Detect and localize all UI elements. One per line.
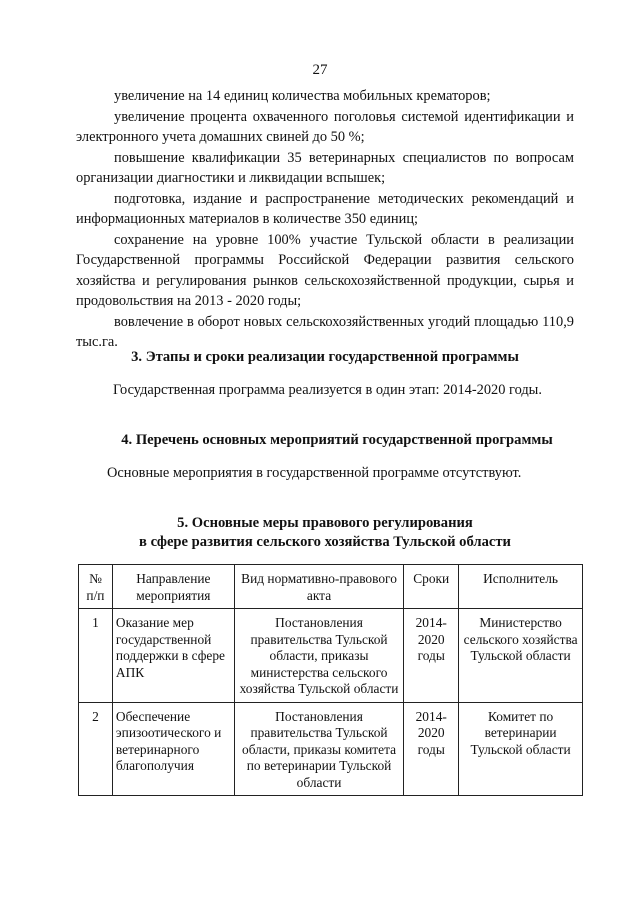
cell-executor: Комитет по ветеринарии Тульской области xyxy=(459,702,583,796)
paragraph: увеличение процента охваченного поголовья системой идентификации и электронного учета домашних свиней до 50 %; xyxy=(76,108,574,145)
paragraph: вовлечение в оборот новых сельскохозяйственных угодий площадью 110,9 тыс.га. xyxy=(76,313,574,350)
section-4-heading: 4. Перечень основных мероприятий государственной программы xyxy=(121,432,553,448)
cell-number: 2 xyxy=(79,702,113,796)
cell-act-type: Постановления правительства Тульской области, приказы министерства сельского хозяйства Тульской области xyxy=(234,609,404,703)
header-act-type: Вид нормативно-правового акта xyxy=(234,565,404,609)
section-3-heading: 3. Этапы и сроки реализации государственной программы xyxy=(131,349,519,365)
cell-direction: Оказание мер государственной поддержки в сфере АПК xyxy=(112,609,234,703)
header-terms: Сроки xyxy=(404,565,459,609)
page-number: 27 xyxy=(312,62,328,78)
table-row xyxy=(79,609,583,703)
results-list xyxy=(76,86,574,353)
legal-measures-table xyxy=(78,564,583,796)
paragraph: увеличение на 14 единиц количества мобильных крематоров; xyxy=(114,88,491,104)
header-number: № п/п xyxy=(79,565,113,609)
cell-act-type: Постановления правительства Тульской области, приказы комитета по ветеринарии Тульской области xyxy=(234,702,404,796)
paragraph: подготовка, издание и распространение методических рекомендаций и информационных материалов в количестве 350 единиц; xyxy=(76,190,574,227)
cell-number: 1 xyxy=(79,609,113,703)
paragraph: повышение квалификации 35 ветеринарных специалистов по вопросам организации диагностики и ликвидации вспышек; xyxy=(76,149,574,186)
section-5-heading-line2: в сфере развития сельского хозяйства Тульской области xyxy=(139,534,511,550)
table-row xyxy=(79,702,583,796)
section-4-text: Основные мероприятия в государственной программе отсутствуют. xyxy=(107,465,522,481)
paragraph: сохранение на уровне 100% участие Тульской области в реализации Государственной программы Российской Федерации развития сельского хозяйства и регулирования рынков сельскохозяйственной продукции, сырья и продовольствия на 2013 - 2020 годы; xyxy=(76,231,574,309)
section-3-text: Государственная программа реализуется в один этап: 2014-2020 годы. xyxy=(113,382,542,398)
header-direction: Направление мероприятия xyxy=(112,565,234,609)
cell-terms: 2014-2020 годы xyxy=(404,609,459,703)
header-executor: Исполнитель xyxy=(459,565,583,609)
cell-terms: 2014-2020 годы xyxy=(404,702,459,796)
section-5-heading-line1: 5. Основные меры правового регулирования xyxy=(177,515,473,531)
cell-executor: Министерство сельского хозяйства Тульской области xyxy=(459,609,583,703)
table-header-row xyxy=(79,565,583,609)
cell-direction: Обеспечение эпизоотического и ветеринарного благополучия xyxy=(112,702,234,796)
